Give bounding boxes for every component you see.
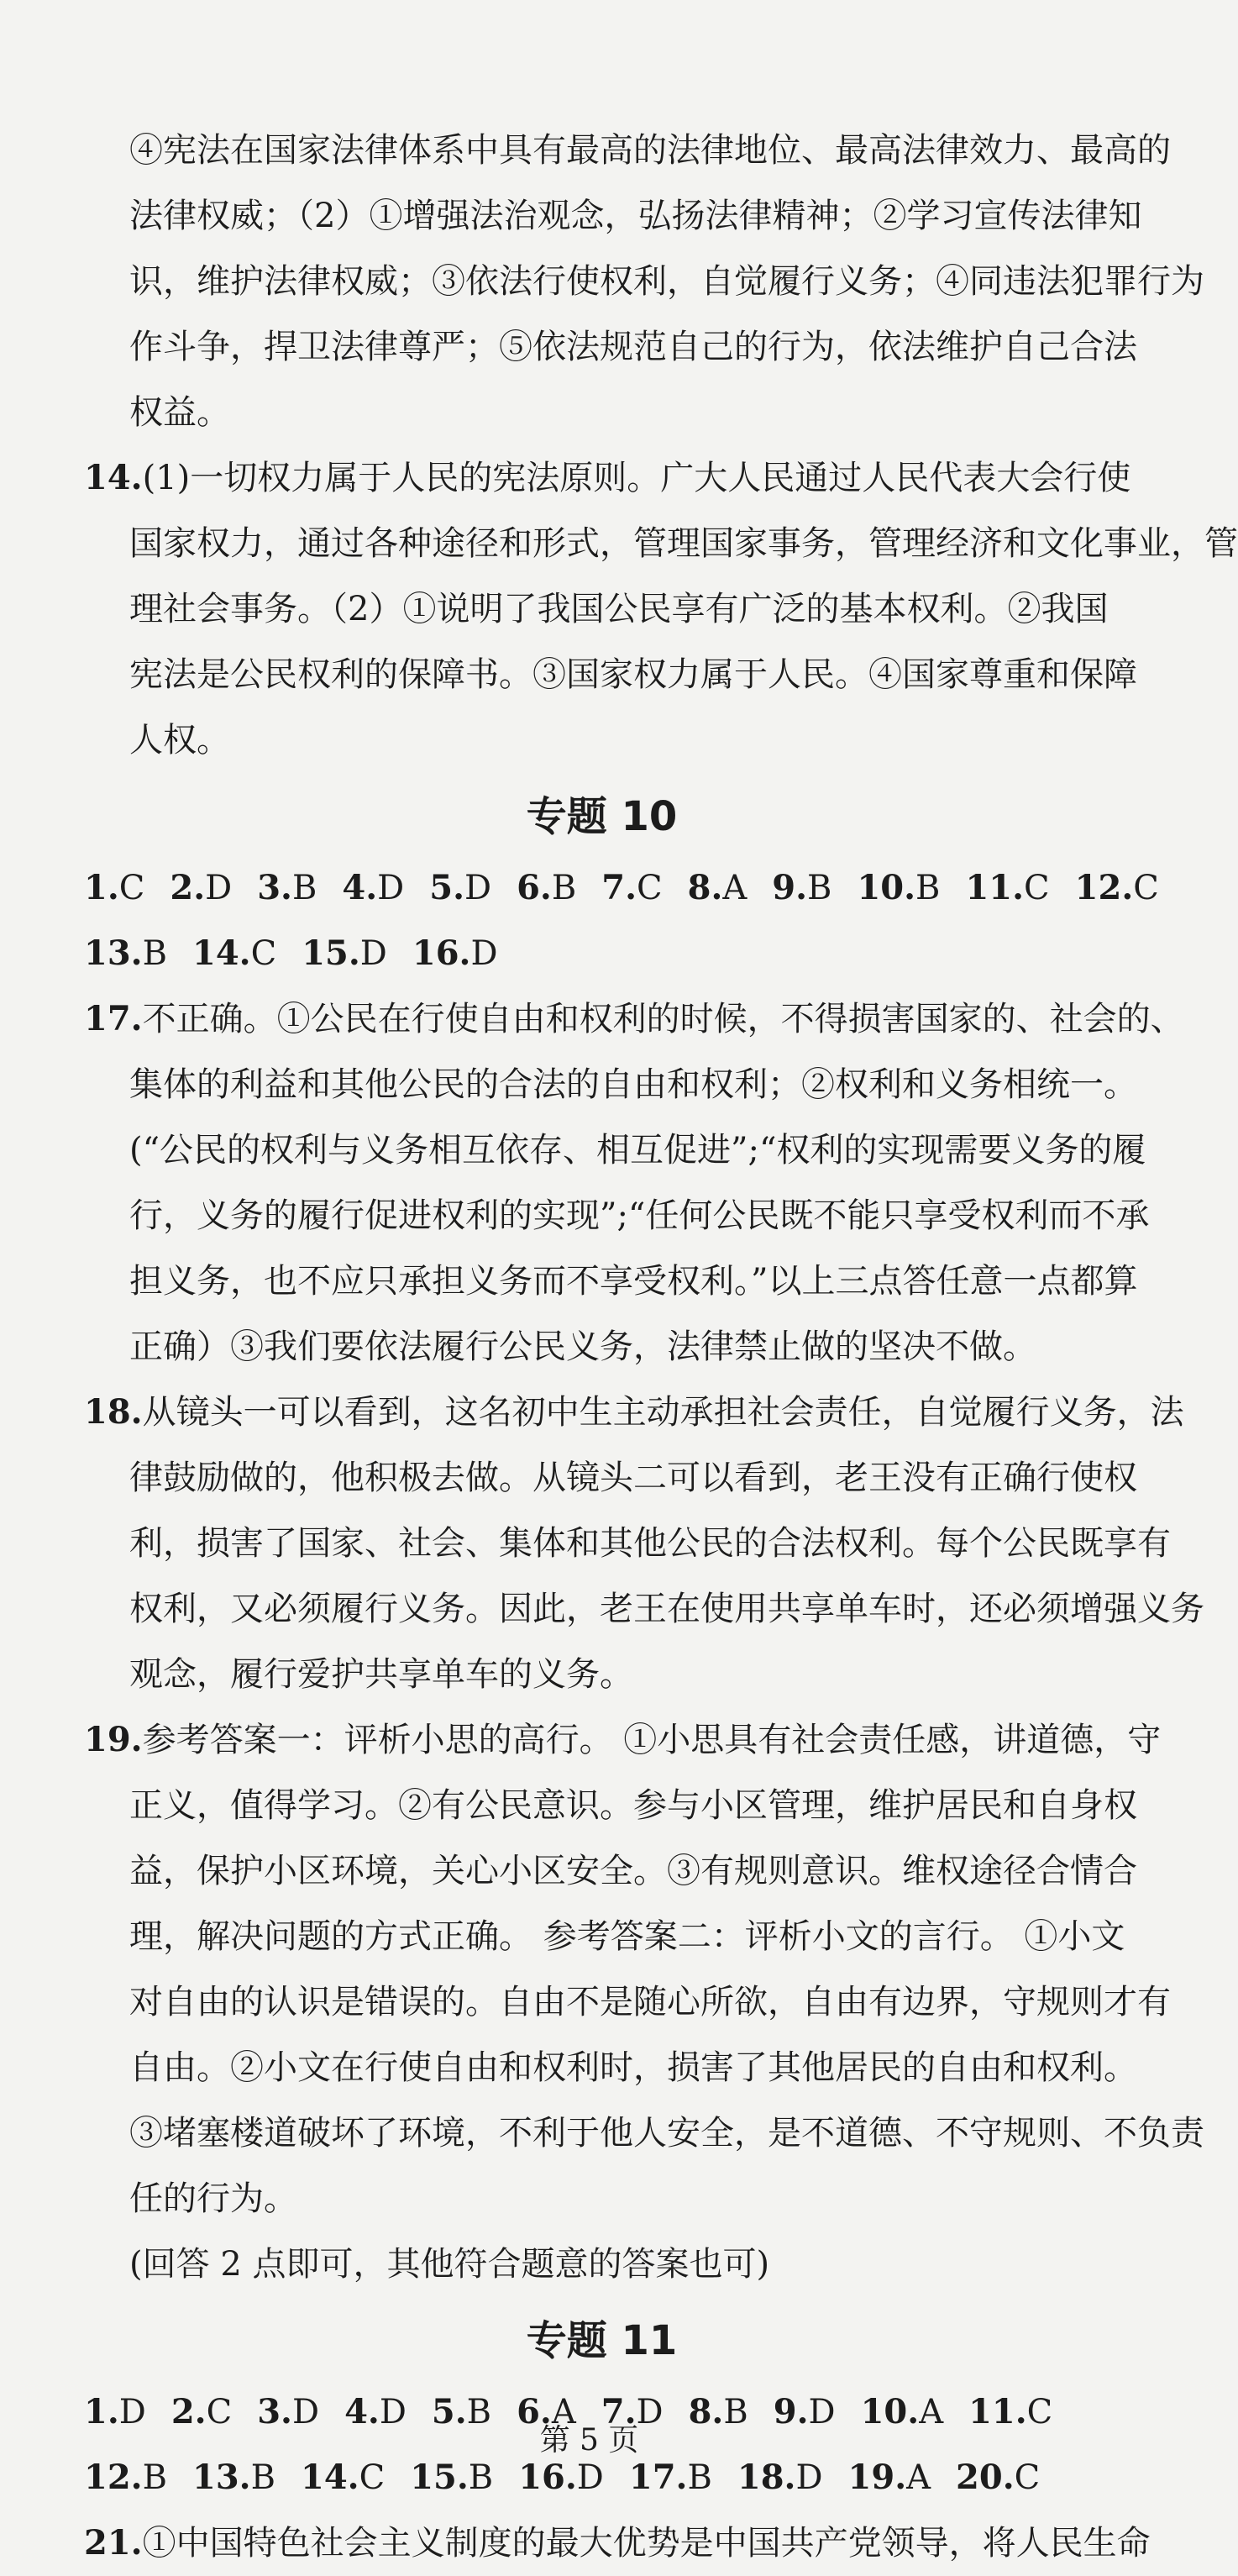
answer-letter: B — [142, 2458, 167, 2497]
answer-item — [192, 921, 276, 986]
text-line: 担义务，也不应只承担义务而不享受权利。”以上三点答任意一点都算 — [129, 1262, 1138, 1301]
answer-item — [257, 855, 317, 921]
answer-number: 10. — [860, 2392, 920, 2431]
text-line: 律鼓励做的，他积极去做。从镜头二可以看到，老王没有正确行使权 — [129, 1459, 1137, 1497]
answer-number: 18. — [737, 2458, 796, 2497]
text-line: 宪法是公民权利的保障书。③国家权力属于人民。④国家尊重和保障 — [129, 655, 1137, 694]
answer-item — [1075, 855, 1159, 921]
q14-answer — [84, 445, 1238, 773]
text-line: 行，义务的履行促进权利的实现”;“任何公民既不能只享受权利而不承 — [129, 1196, 1150, 1235]
answer-item — [429, 855, 491, 921]
answer-item — [772, 855, 831, 921]
q21-answer — [84, 2510, 1151, 2576]
answer-text: 参考答案一：评析小思的高行。 ①小思具有社会责任感，讲道德，守 — [142, 1721, 1162, 1759]
page-number: 第 5 页 — [539, 2423, 639, 2458]
text-line: 益，保护小区环境，关心小区安全。③有规则意识。维权途径合情合 — [129, 1852, 1137, 1890]
answer-letter: D — [359, 934, 387, 973]
answer-number: 8. — [688, 2392, 724, 2431]
answer-item — [601, 855, 662, 921]
answer-number: 14. — [301, 2458, 359, 2497]
text-line: 任的行为。 — [129, 2179, 297, 2218]
answer-letter: B — [291, 869, 317, 907]
text-line: 人权。 — [129, 721, 230, 760]
answer-letter: D — [808, 2393, 836, 2431]
answer-letter: B — [468, 2458, 494, 2497]
q19-answer — [84, 1707, 1204, 2297]
answer-letter: D — [379, 2393, 407, 2431]
answer-number: 9. — [772, 868, 808, 907]
answer-number: 13. — [84, 933, 143, 973]
answer-letter: D — [470, 934, 498, 973]
answer-letter: C — [206, 2393, 233, 2431]
text-line: 权利，又必须履行义务。因此，老王在使用共享单车时，还必须增强义务 — [129, 1590, 1204, 1628]
answer-letter: B — [687, 2458, 712, 2497]
answer-letter: D — [636, 2393, 664, 2431]
q17-answer — [84, 986, 1184, 1380]
answer-number: 15. — [302, 933, 360, 973]
answer-letter: B — [915, 869, 941, 907]
answer-number: 1. — [84, 2392, 119, 2431]
text-line: 法律权威；（2）①增强法治观念，弘扬法律精神；②学习宣传法律知 — [129, 197, 1142, 235]
text-line: (“公民的权利与义务相互依存、相互促进”;“权利的实现需要义务的履 — [129, 1131, 1146, 1170]
answer-item — [302, 921, 387, 986]
question-first-line — [84, 2510, 1151, 2576]
q18-answer — [84, 1380, 1204, 1707]
answer-text: 不正确。①公民在行使自由和权利的时候，不得损害国家的、社会的、 — [142, 1000, 1184, 1038]
answer-number: 10. — [857, 868, 916, 907]
section-heading-10: 专题 10 — [526, 793, 678, 840]
answer-letter: D — [291, 2393, 320, 2431]
answer-letter: C — [1024, 869, 1050, 907]
answer-letter: D — [795, 2458, 823, 2497]
text-line: 对自由的认识是错误的。自由不是随心所欲，自由有边界，守规则才有 — [129, 1983, 1171, 2021]
answer-number: 17. — [628, 2458, 688, 2497]
question-number: 14. — [84, 458, 143, 497]
answer-number: 5. — [429, 868, 464, 907]
question-number: 19. — [84, 1720, 143, 1759]
answer-number: 6. — [517, 868, 552, 907]
answer-letter: C — [118, 869, 145, 907]
text-line: ③堵塞楼道破坏了环境，不利于他人安全，是不道德、不守规则、不负责 — [129, 2114, 1204, 2153]
answer-item — [84, 855, 144, 921]
answer-number: 12. — [1074, 868, 1134, 907]
text-line: 作斗争，捍卫法律尊严；⑤依法规范自己的行为，依法维护自己合法 — [129, 328, 1137, 366]
text-line: 自由。②小文在行使自由和权利时，损害了其他居民的自由和权利。 — [129, 2048, 1137, 2087]
answer-number: 8. — [687, 868, 723, 907]
answer-number: 12. — [84, 2458, 143, 2497]
answer-letter: B — [551, 869, 577, 907]
answer-letter: B — [142, 934, 167, 973]
answer-number: 11. — [965, 868, 1025, 907]
text-line: 识，维护法律权威；③依法行使权利，自觉履行义务；④同违法犯罪行为 — [129, 262, 1204, 301]
answer-letter: B — [723, 2393, 748, 2431]
answer-letter: D — [118, 2393, 146, 2431]
answer-letter: D — [205, 869, 233, 907]
answer-text: ①中国特色社会主义制度的最大优势是中国共产党领导，将人民生命 — [142, 2524, 1151, 2563]
answer-letter: C — [637, 869, 663, 907]
answer-item — [412, 921, 498, 986]
answer-letter: C — [359, 2458, 386, 2497]
text-line: 理，解决问题的方式正确。 参考答案二：评析小文的言行。 ①小文 — [129, 1917, 1125, 1956]
answer-text: (1)一切权力属于人民的宪法原则。广大人民通过人民代表大会行使 — [142, 459, 1131, 497]
question-number: 17. — [84, 999, 143, 1038]
answer-row — [84, 921, 1120, 986]
answer-item — [84, 921, 167, 986]
answer-item — [857, 855, 940, 921]
question-first-line — [84, 1707, 1162, 1773]
answer-number: 16. — [518, 2458, 577, 2497]
answer-letter: B — [466, 2393, 492, 2431]
answer-number: 5. — [431, 2392, 467, 2431]
answer-text: 从镜头一可以看到，这名初中生主动承担社会责任，自觉履行义务，法 — [142, 1393, 1184, 1432]
text-line: 权益。 — [129, 393, 230, 432]
answer-letter: B — [250, 2458, 275, 2497]
answer-number: 2. — [170, 2392, 207, 2431]
question-number: 18. — [84, 1392, 143, 1432]
text-line: 理社会事务。（2）①说明了我国公民享有广泛的基本权利。②我国 — [129, 590, 1109, 628]
answer-row — [84, 855, 1159, 921]
answer-item — [517, 855, 576, 921]
answer-note: (回答 2 点即可，其他符合题意的答案也可) — [129, 2245, 770, 2284]
text-line: 观念，履行爱护共享单车的义务。 — [129, 1655, 633, 1694]
section-heading-11: 专题 11 — [526, 2317, 678, 2364]
answer-item — [342, 855, 404, 921]
answer-number: 15. — [410, 2458, 469, 2497]
answer-number: 14. — [192, 933, 251, 973]
answer-letter: D — [377, 869, 405, 907]
question-first-line — [84, 1380, 1184, 1445]
answer-item — [688, 855, 748, 921]
question-number: 21. — [84, 2523, 143, 2563]
answer-letter: C — [250, 934, 277, 973]
answer-item — [965, 855, 1049, 921]
answer-number: 3. — [257, 868, 292, 907]
answer-letter: D — [464, 869, 492, 907]
answer-number: 4. — [342, 868, 378, 907]
answer-letter: D — [576, 2458, 604, 2497]
answer-number: 9. — [773, 2392, 809, 2431]
answer-number: 1. — [84, 868, 119, 907]
text-line: ④宪法在国家法律体系中具有最高的法律地位、最高法律效力、最高的 — [129, 131, 1171, 170]
answer-letter: C — [1014, 2458, 1041, 2497]
question-first-line — [84, 986, 1184, 1052]
answer-letter: A — [906, 2458, 931, 2497]
text-line: 正确）③我们要依法履行公民义务，法律禁止做的坚决不做。 — [129, 1327, 1036, 1366]
answer-letter: C — [1133, 869, 1159, 907]
answer-number: 2. — [170, 868, 206, 907]
answer-number: 11. — [968, 2392, 1027, 2431]
answer-number: 7. — [601, 868, 637, 907]
answer-number: 3. — [257, 2392, 292, 2431]
answer-letter: A — [919, 2393, 944, 2431]
text-line: 集体的利益和其他公民的合法的自由和权利；②权利和义务相统一。 — [129, 1065, 1137, 1104]
text-line: 利，损害了国家、社会、集体和其他公民的合法权利。每个公民既享有 — [129, 1524, 1171, 1563]
answer-letter: A — [722, 869, 748, 907]
answer-number: 20. — [956, 2458, 1015, 2497]
answer-number: 19. — [847, 2458, 907, 2497]
answer-number: 6. — [517, 2392, 552, 2431]
answer-letter: B — [807, 869, 832, 907]
answer-item — [170, 855, 232, 921]
q13-continuation — [84, 118, 1204, 445]
text-line: 正义，值得学习。②有公民意识。参与小区管理，维护居民和自身权 — [129, 1786, 1137, 1825]
question-first-line — [84, 445, 1131, 511]
answer-number: 16. — [412, 933, 471, 973]
answer-number: 7. — [601, 2392, 637, 2431]
answer-number: 13. — [192, 2458, 251, 2497]
answer-letter: C — [1026, 2393, 1053, 2431]
answer-letter: A — [551, 2393, 576, 2431]
answer-number: 4. — [344, 2392, 380, 2431]
text-line: 国家权力，通过各种途径和形式，管理国家事务，管理经济和文化事业，管 — [129, 524, 1238, 563]
